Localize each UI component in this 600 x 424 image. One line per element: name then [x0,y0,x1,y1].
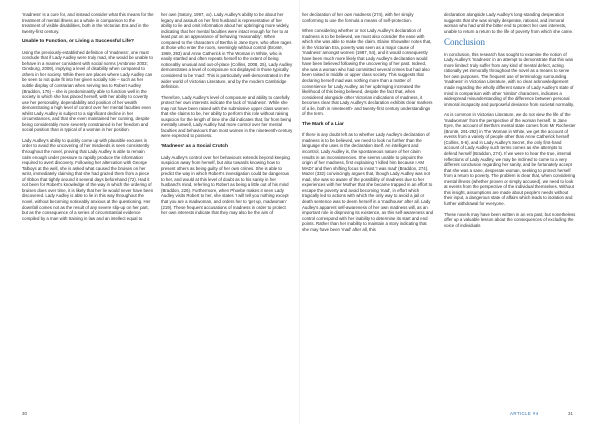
paragraph: Lady Audley's control over her behaviours extends beyond keeping suspicion away from herself, but also towards knowing how to present others as being guilty of her own crimes. She is able to predict the way in which Robert's investigation could be dangerous to her, and would at this level of doubt as to his sanity in her husband's mind, referring to Robert as being a little out of his mind (Braddon, 226). Furthermore, when Phoebe makes it seen Lady Audley visits Robert to her, she states 'I will tell you nothing except that you are a madwoman, and orders her to 'get up, madwoman' (219). These frequent accusations of madness in order to protect her own interests indicate that they may also be the aim of [161,154,290,216]
section-heading: Unable to Function, or Living a Successful Life? [22,39,134,45]
paragraph: her declaration of her own madness (274), with her simply conforming to use the formula a means of self-protection. [302,12,414,23]
paragraph: Therefore, Lady Audley's level of composure and ability to carefully protect her own interests indicate the lack of 'madness'. While she may not have been raised with the submissive upper class women that she claims to be, her ability to perform this role without raising suspicion for the length of time she did indicates that, far from being mentally unwell, Lady Audley had more control over her mental faculties and behaviours than most women in the nineteenth-century were expected to possess. [161,94,293,139]
paragraph: declaration alongside Lady Audley's long-standing desperation suggests that she was simply desperate, rational, and immoral woman who had until the bitter end to protect her own interests, unable to return a return to the life of poverty from which she came. [444,12,574,34]
paragraph: When considering whether or not Lady Audley's declaration of madness is to be believed, we must also consider the ease with which she was able to make the claim. Elaine Showalter notes that, in the Victorian Era, poverty was seen as a major cause of 'madness' amongst women (1987, 54), and it would consequently have been much more likely that Lady Audley's declaration would have been believed following the uncovering of her past. Indeed, she was a woman who had committed several crimes but had also been raised in middle or upper class society. This suggests that declaring herself mad was nothing more than a matter of convenience for Lady Audley, as her upbringing increased the likelihood of this being believed, despite the fact that, when considered alongside other Victorian indications of madness, it becomes clear that Lady Audley's declaration exhibits clear markers of a lie, both in nineteenth- and twenty-first century understandings of the term. [302,28,433,117]
text-column-2 [161,12,293,402]
text-column-4 [444,12,576,402]
paragraph: Using the previously-established definition of 'madness', one must conclude that if Lady Audley were truly mad, she would be unable to behave in a manner consistent with social norms (Ambrose 2003; Ginsburg, 2009), implying a level of disability when compared to others in her society. While there are places where Lady Audley can be seen to not quite fit into her given socially role – such as her subtle display of contrarian when serving tea to Robert Audley (Braddon, 176) – she is predominantly able to function well in the society in which she has placed herself, with her ability to covertly use her personality, dependability and position of her wealth demonstrating a high level of control over her mental faculties even whilst Lady Audley is subject to a significant decline in her circumstances, and that she even maintained her cunning, despite being considerably more severely constrained in her freedom and social position than is typical of a woman in her position. [22,49,153,133]
paragraph: 'madness' is a cure for, and instead consider what this means for the treatment of mental illness as a whole in comparison to the treatment of visible disabilities, both in the Victorian Era and in the twenty-first century. [22,12,154,34]
page-gutter [299,0,300,424]
text-column-3 [302,12,434,402]
paragraph: These novels may have been written in an era past, but nonetheless offer up a valuable lesson about the consequences of excluding the voice of individuals [444,211,576,228]
paragraph: her own (Satory, 1997, xx). Lady Audley's ability to be about her legacy and assault on her first husband is representative of her ability to lie and omit information about her upbringing more widely, indicating that her mental faculties were intact enough for her to at least put on an appearance of behaving 'reasonably'. When compared to the characters of Bertha in Jane Eyre, who often rages at those who enter the room, seemingly without control (Brontë, 1969, 293) and Anne Catherick in The Woman in White, who is easily startled and often repeats herself to the extent of being noticeably unusual and out-of-place (Collins, 2008, 25), Lady Audley demonstrates a level of composure not displayed in those typically considered to be 'mad'. This is particularly well-demonstrated in the wider world of Victorian Literature, and by the modern Cambridge definition. [161,12,293,90]
paragraph: In conclusion, this research has sought to examine the notion of Lady Audley's 'madness' in an attempt to demonstrate that this was more limited: truly suffer from any kind of mental defect, acting rationally yet immorally throughout the novel as a means to serve her own purposes. The frequent use of terminology surrounding 'madness' in Victorian Literature, with no clear acknowledgement made regarding the wholly different nature of Lady Audley's state of mind in comparison with other 'similar' characters, indicates a widespread misunderstanding of the difference between personal immoral incapacity and purposeful deviance from societal normality. [444,51,575,107]
conclusion-heading: Conclusion [444,37,486,48]
page-number-left: 30 [22,411,27,416]
paragraph: Lady Audley's ability to quickly come up with plausible excuses in order to avoid the uncovering of her misdeeds is seen consistently throughout the novel, proving that Lady Audley is able to remain calm enough under pressure to rapidly produce the information required to avert discovery. Following her altercation with George Talboys at the well, she is asked what caused the bruises on her wrist, immediately claiming that she had grazed them from a piece of ribbon that tightly around it several days beforehand (72). Had it not been for Robert's knowledge of the way in which the ordering of bruises does over time, it is likely that her lie would never have been discovered. Lady Audley is able to lie in this way throughout the novel, without becoming noticeably anxious at the questioning. Her downfall comes not as the result of any severe slip-up on her part, but as the consequence of a series of circumstantial evidence compiled by a man with training in law and an intellect equal to [22,137,154,221]
page-number-right: 31 [568,411,573,416]
paragraph: If there is any doubt left as to whether Lady Audley's declaration of madness is to be believed, we need to look no further than the language she uses in the declaration itself. An intelligent and incontrol, Lady Audley is, the spontaneous nature of her claim results in an inconsistencies. She seems unable to pinpoint the origin of her madness, first explaining 'I killed him because I AM MAD!' and then shifting focus to insist 'I was mad' (Braddon, 274). Mazer (332) convincingly argues that, though Lady Audley was not mad, she was so aware of the possibility of madness due to her experiences with her Mother that she became trapped in an effort to escape the poverty and avoid becoming 'mad', in effort which tragically led to actions with which the only way to avoid a jail or death sentence was to deem herself in a 'madhouse' after all. Lady Audley's apparent self-awareness of her own madness will, as an important role in disproving its existence, as this self-awareness and control correspond with her inability to determine its start and end points. Rather than her inability to maintain a story indicating that she may have been 'mad' after all, this [302,132,434,232]
article-label: ARTICLE #4 [510,411,539,416]
text-column-1 [22,12,154,402]
paragraph: As is common in Victorian Literature, we do not view the life of the 'madwoman' from the perspective of the woman herself. In Jane Eyre, the account of Bertha's mental state comes from Mr Rochester (Brontë, 291-292) in The Woman in White, we get the account of events from a variety of people other than Anne Catherick herself (Collins, 5-6), and in Lady Audley's Secret, the only first-hand account of Lady Audley such terms comes as she attempts to defend herself (Braddon, 274). If we were to hear the true, internal reflections of Lady Audley, we may be inclined to come to a very different conclusion regarding her sanity, and be fortunately accept that she was a sane, desperate woman, seeking to protect herself from a return to poverty. The problem is clear that, when considering mental illness (whether proven or simply accused), we need to look at events from the perspective of the individual themselves. Without this insight, assumptions are made about people's needs without their input, a dangerous state of affairs which leads to isolation and further withdrawal for everyone. [444,112,576,206]
section-heading: 'Madness' as a Social Crutch [161,144,229,150]
section-heading: The Mark of a Liar [302,121,344,127]
